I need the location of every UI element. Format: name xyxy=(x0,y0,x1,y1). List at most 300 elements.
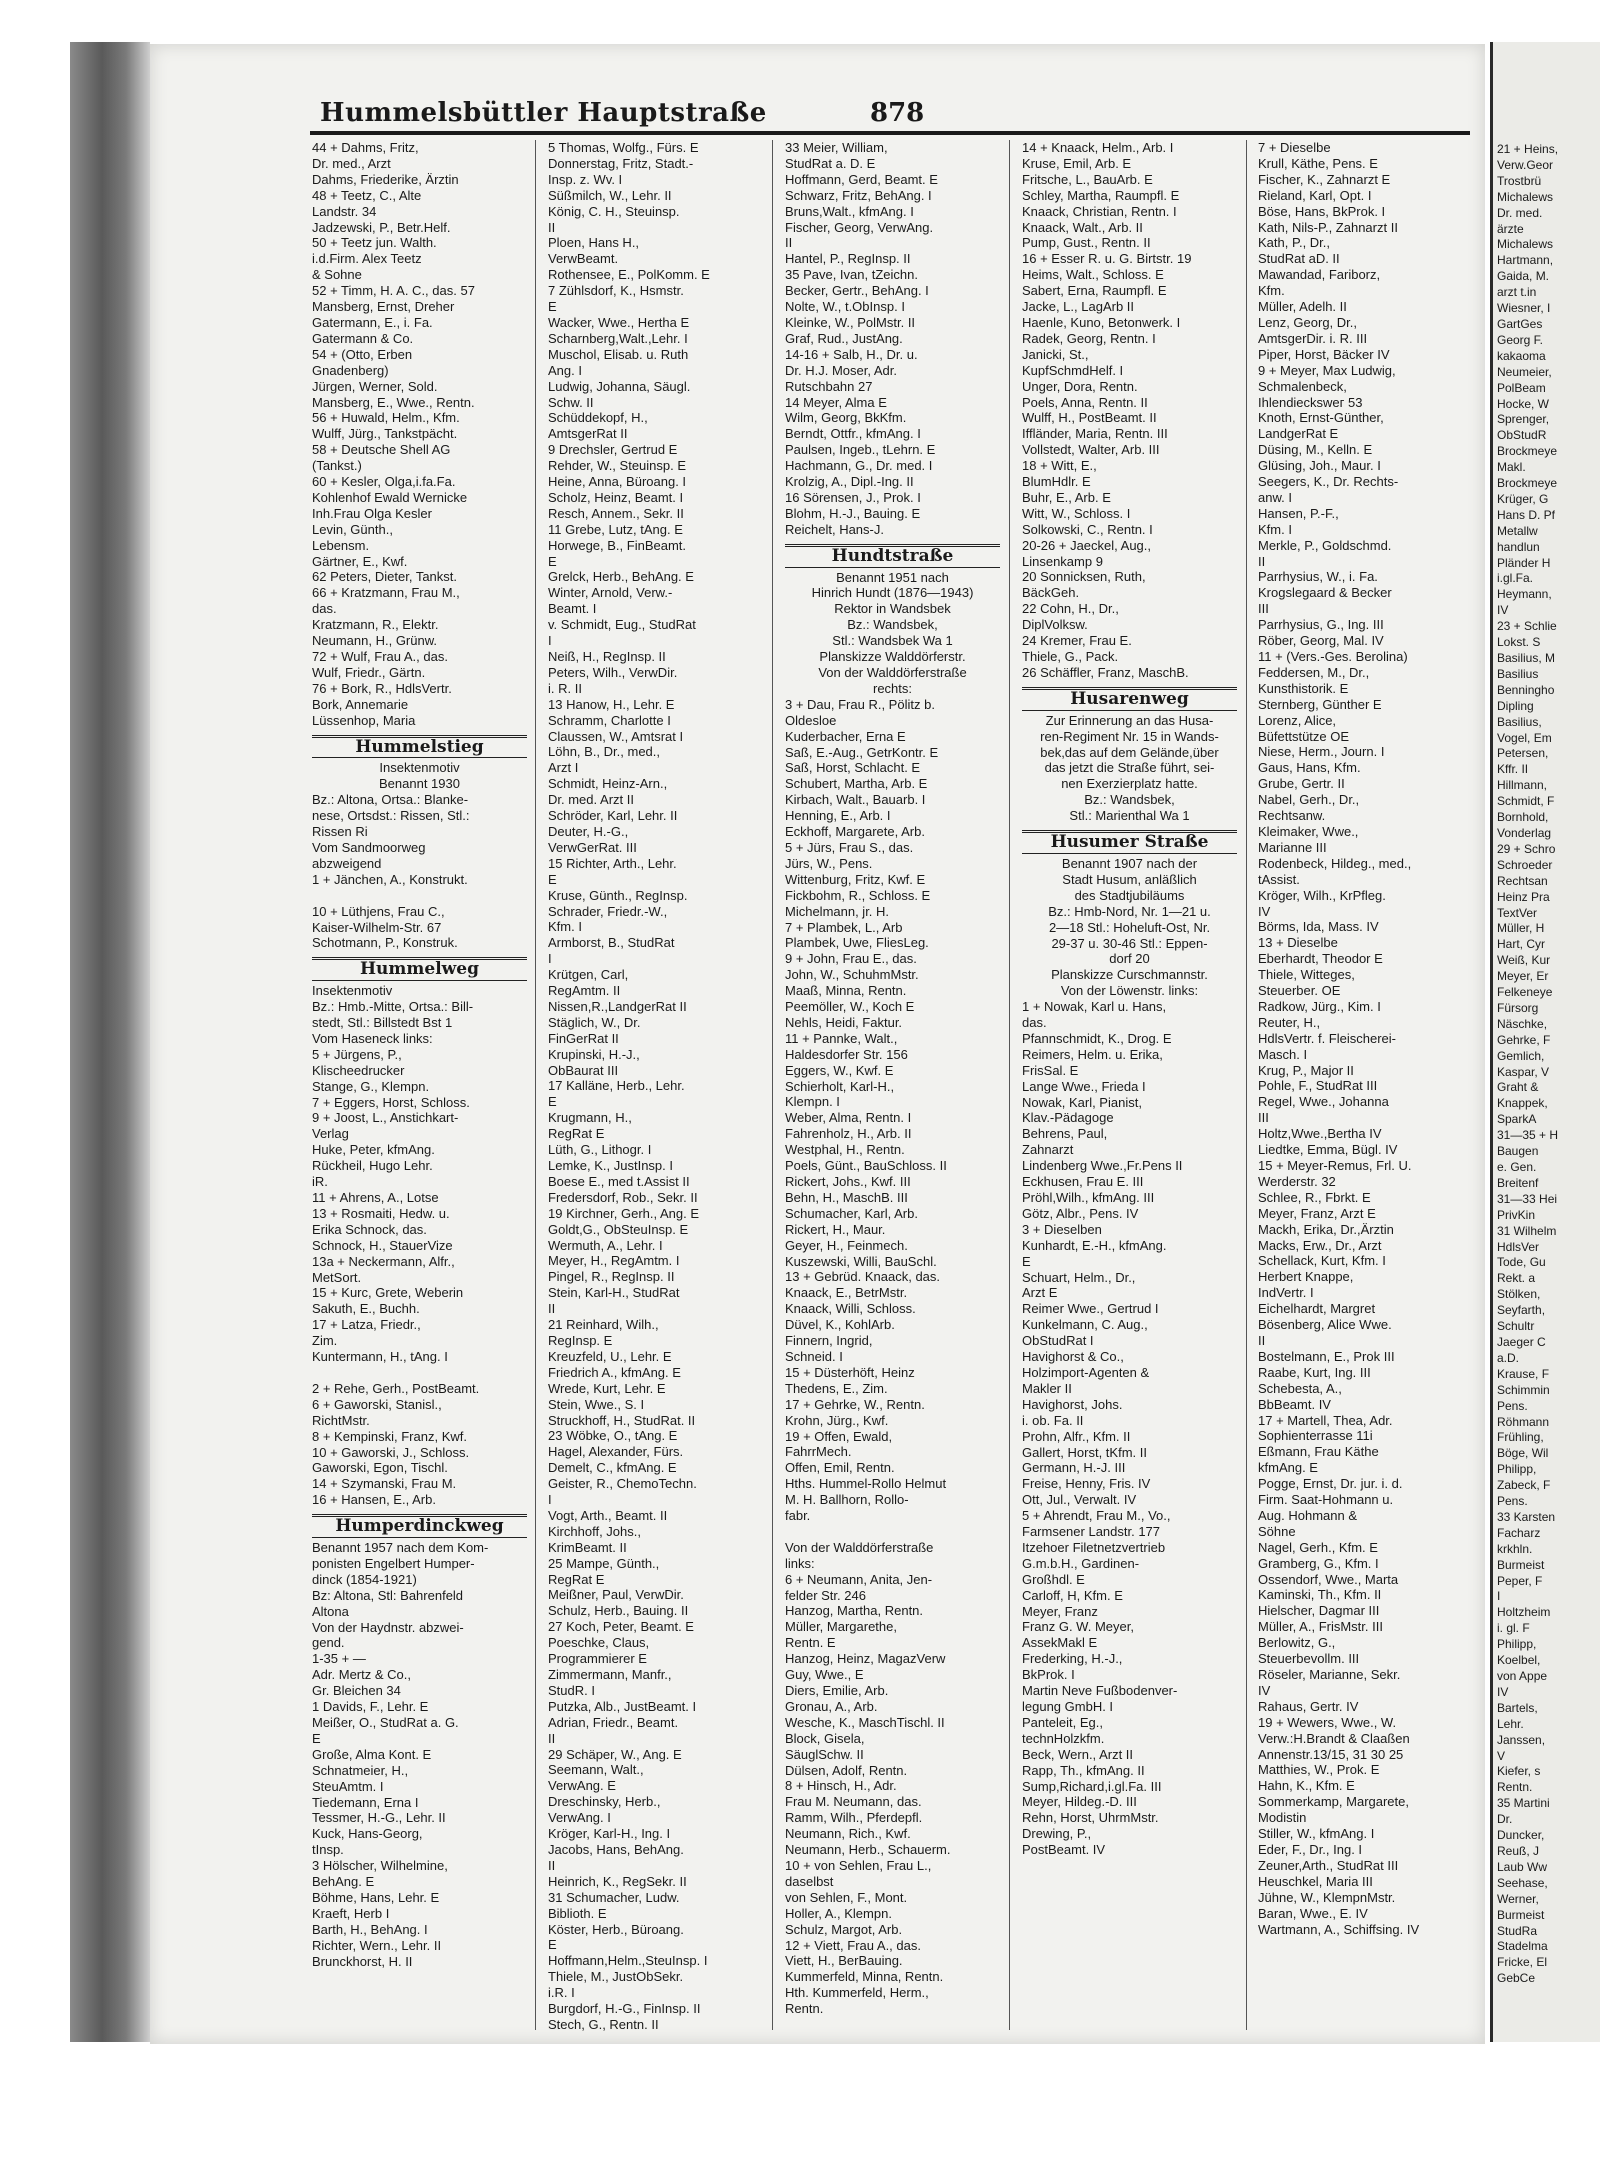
directory-line: Liedtke, Emma, Bügl. IV xyxy=(1258,1142,1398,1158)
directory-line: Schmalenbeck, xyxy=(1258,378,1347,394)
directory-line: IV xyxy=(1258,1682,1271,1698)
directory-line: Baran, Wwe., E. IV xyxy=(1258,1905,1368,1921)
directory-line: E xyxy=(312,1730,321,1746)
directory-line: Schlee, R., Fbrkt. E xyxy=(1258,1189,1371,1205)
directory-line: Von der Walddörferstraße xyxy=(818,665,967,680)
directory-line: Schultr xyxy=(1497,1319,1535,1334)
directory-line: Pfannschmidt, K., Drog. E xyxy=(1022,1030,1172,1046)
directory-line: Werner, xyxy=(1497,1891,1539,1906)
directory-line: Meyer, Franz, Arzt E xyxy=(1258,1205,1376,1221)
directory-line: Ihlendieckswег 53 xyxy=(1258,394,1363,410)
directory-line: 21 + Heins, xyxy=(1497,142,1559,156)
page-title: Hummelsbüttler Hauptstraße xyxy=(320,98,767,128)
directory-line: 35 Martini xyxy=(1497,1796,1550,1811)
directory-line: nen Exerzierplatz hatte. xyxy=(1061,776,1198,792)
directory-line: 11 + (Vers.-Ges. Berolina) xyxy=(1258,649,1408,664)
directory-line: Kath, Nils-P., Zahnarzt II xyxy=(1258,219,1398,235)
directory-line: 33 Karsten xyxy=(1497,1509,1556,1524)
directory-line: dinck (1854-1921) xyxy=(312,1571,417,1587)
directory-line: Götz, Albr., Pens. IV xyxy=(1022,1205,1139,1221)
directory-line: Knaack, E., BetrMstr. xyxy=(785,1285,908,1301)
directory-line: Kuszewski, Willi, BauSchl. xyxy=(785,1253,937,1269)
directory-line: Guy, Wwe., E xyxy=(785,1667,864,1683)
directory-line: Graht & xyxy=(1497,1080,1539,1095)
directory-line: 50 + Teetz jun. Walth. xyxy=(312,235,437,251)
directory-line: 25 Mampe, Günth., xyxy=(548,1555,660,1571)
directory-line: Gramberg, G., Kfm. I xyxy=(1258,1555,1379,1571)
directory-line: Duncker, xyxy=(1497,1828,1545,1843)
directory-line: Sternberg, Günther E xyxy=(1258,696,1382,712)
directory-line: Philipp, xyxy=(1497,1462,1537,1477)
directory-line: Pogge, Ernst, Dr. jur. i. d. xyxy=(1258,1476,1403,1492)
directory-line: 10 + von Sehlen, Frau L., xyxy=(785,1857,932,1873)
directory-line: Neumann, H., Grünw. xyxy=(312,633,437,649)
directory-line: II xyxy=(548,1301,556,1317)
directory-line: Thiele, Witteges, xyxy=(1258,967,1355,983)
directory-line: arzt t.in xyxy=(1497,285,1537,300)
directory-line: Dr. med. xyxy=(1497,205,1543,220)
directory-line: 17 + Martell, Thea, Adr. xyxy=(1258,1412,1393,1428)
directory-line: nese, Ortsdst.: Rissen, Stl.: xyxy=(312,808,470,824)
directory-line: 3 + Dieselben xyxy=(1022,1221,1102,1237)
directory-line: Wilm, Georg, BkKfm. xyxy=(785,410,907,426)
directory-line: 16 + Esser R. u. G. Birtstr. 19 xyxy=(1022,251,1192,267)
directory-line: RegRat E xyxy=(548,1126,605,1142)
directory-line: Zabeck, F xyxy=(1497,1478,1551,1493)
directory-line: Kunhardt, E.-H., kfmAng. xyxy=(1022,1237,1167,1253)
directory-line: Panteleit, Eg., xyxy=(1022,1714,1103,1730)
directory-line: Frederking, H.-J., xyxy=(1022,1651,1123,1667)
directory-line: Schröder, Karl, Lehr. II xyxy=(548,808,678,824)
directory-line: Stl.: Wandsbek Wa 1 xyxy=(832,633,953,649)
directory-line: Ramm, Wilh., Pferdepfl. xyxy=(785,1810,923,1826)
directory-line: Dreschinsky, Herb., xyxy=(548,1794,661,1810)
directory-line: Herbert Knappe, xyxy=(1258,1269,1354,1285)
directory-line: Makler II xyxy=(1022,1380,1072,1396)
entries-block xyxy=(312,140,527,729)
directory-line: Finnern, Ingrid, xyxy=(785,1333,873,1349)
directory-line: Bostelmann, E., Prok III xyxy=(1258,1348,1395,1364)
directory-line: Großhdl. E xyxy=(1022,1571,1085,1587)
directory-line: Hths. Hummel-Rollo Helmut xyxy=(785,1476,947,1492)
directory-line: Hth. Kummerfeld, Herm., xyxy=(785,1985,929,2001)
column-5 xyxy=(1258,140,1473,1937)
directory-line: fabr. xyxy=(785,1508,811,1524)
directory-line: 15 Richter, Arth., Lehr. xyxy=(548,855,677,871)
directory-line: ObBaurat III xyxy=(548,1062,619,1078)
directory-line: Lange Wwe., Frieda I xyxy=(1022,1078,1146,1094)
directory-line: Annenstr.13/15, 31 30 25 xyxy=(1258,1746,1404,1762)
directory-line: 29 Schäper, W., Ang. E xyxy=(548,1746,682,1762)
directory-line: Kratzmann, R., Elektr. xyxy=(312,617,439,633)
directory-line: Niese, Herm., Journ. I xyxy=(1258,744,1385,760)
directory-line: Rapp, Th., kfmAng. II xyxy=(1022,1762,1145,1778)
directory-line: Zur Erinnerung an das Husa- xyxy=(1045,712,1214,728)
directory-line: Michalews xyxy=(1497,189,1554,204)
directory-line: Makl. xyxy=(1497,460,1526,475)
column-1 xyxy=(312,140,527,1970)
directory-line: ren-Regiment Nr. 15 in Wands- xyxy=(1040,728,1219,744)
directory-line: Hartmann, xyxy=(1497,253,1554,268)
directory-line: RegInsp. E xyxy=(548,1332,613,1348)
directory-line: 11 Grebe, Lutz, tAng. E xyxy=(548,521,683,537)
directory-line: Hachmann, G., Dr. med. I xyxy=(785,458,933,474)
directory-line: 9 + John, Frau E., das. xyxy=(785,951,917,967)
directory-line: Böse, Hans, BkProk. I xyxy=(1258,203,1386,219)
directory-line: 44 + Dahms, Fritz, xyxy=(312,140,419,155)
directory-line: Weber, Alma, Rentn. I xyxy=(785,1110,912,1126)
directory-line: Gärtner, E., Kwf. xyxy=(312,553,408,569)
directory-line: Maaß, Minna, Rentn. xyxy=(785,983,907,999)
directory-line: Eberhardt, Theodor E xyxy=(1258,951,1383,967)
directory-line: Heinrich, K., RegSekr. II xyxy=(548,1873,687,1889)
directory-line: Kröger, Wilh., KrPfleg. xyxy=(1258,887,1386,903)
directory-line: Regel, Wwe., Johanna xyxy=(1258,1094,1389,1110)
directory-line: Sabert, Erna, Raumpfl. E xyxy=(1022,283,1167,299)
directory-line: rechts: xyxy=(872,680,912,696)
directory-line: 18 + Witt, E., xyxy=(1022,458,1097,474)
directory-line: Rekt. a xyxy=(1497,1271,1536,1286)
directory-line: 13a + Neckermann, Alfr., xyxy=(312,1253,455,1269)
directory-line: Poels, Günt., BauSchloss. II xyxy=(785,1158,947,1174)
directory-line: Stl.: Marienthal Wa 1 xyxy=(1069,808,1190,824)
directory-line: Steuerber. OE xyxy=(1258,983,1341,999)
directory-line: Saß, Horst, Schlacht. E xyxy=(785,760,921,776)
directory-line: Röber, Georg, Mal. IV xyxy=(1258,633,1384,649)
directory-line: Plambek, Uwe, FliesLeg. xyxy=(785,935,929,951)
directory-line: Fahrenholz, H., Arb. II xyxy=(785,1126,912,1142)
directory-line: Breitenf xyxy=(1497,1175,1539,1190)
directory-line: Janssen, xyxy=(1497,1732,1546,1747)
directory-line: Sump,Richard,i.gl.Fa. III xyxy=(1022,1778,1162,1794)
directory-line: Wartmann, A., Schiffsing. IV xyxy=(1258,1921,1420,1937)
directory-line: i. ob. Fa. II xyxy=(1022,1412,1084,1428)
directory-line: Schmidt, Heinz-Arn., xyxy=(548,776,668,792)
directory-line: FahrrMech. xyxy=(785,1444,852,1460)
directory-line: Lindenberg Wwe.,Fr.Pens II xyxy=(1022,1158,1183,1174)
directory-line: Reichelt, Hans-J. xyxy=(785,521,884,537)
directory-line: Boese E., med t.Assist II xyxy=(548,1173,690,1189)
directory-line: Kirchhoff, Johs., xyxy=(548,1523,641,1539)
directory-line: Röseler, Marianne, Sekr. xyxy=(1258,1667,1401,1682)
directory-line: Tode, Gu xyxy=(1497,1255,1546,1270)
directory-line: Böge, Wil xyxy=(1497,1446,1549,1461)
directory-line: Pens. xyxy=(1497,1494,1528,1509)
directory-line: Köster, Herb., Büroang. xyxy=(548,1921,684,1937)
directory-line: Stange, G., Klempn. xyxy=(312,1078,430,1094)
directory-line: technHolzkfm. xyxy=(1022,1730,1105,1746)
directory-line: 14 + Knaack, Helm., Arb. I xyxy=(1022,140,1174,155)
directory-line: Iffländer, Maria, Rentn. III xyxy=(1022,426,1168,442)
directory-line: Rothensee, E., PolKomm. E xyxy=(548,267,710,283)
directory-line: Hielscher, Dagmar III xyxy=(1258,1603,1380,1619)
directory-line: Offen, Emil, Rentn. xyxy=(785,1460,895,1476)
directory-line: kfmAng. E xyxy=(1258,1460,1318,1476)
directory-line: Verw.Geor xyxy=(1497,157,1554,172)
directory-line: Havighorst & Co., xyxy=(1022,1349,1124,1365)
directory-line: M. H. Ballhorn, Rollo- xyxy=(785,1492,909,1508)
directory-line: Sprenger, xyxy=(1497,412,1550,427)
directory-line: Eder, F., Dr., Ing. I xyxy=(1258,1841,1363,1857)
directory-line: Knappek, xyxy=(1497,1096,1548,1111)
street-heading: Husarenweg xyxy=(1022,687,1237,711)
directory-line: Pohle, F., StudRat III xyxy=(1258,1078,1378,1094)
directory-line: Kleinke, W., PolMstr. II xyxy=(785,314,916,330)
directory-line: Koelbel, xyxy=(1497,1653,1541,1668)
directory-line: Rickert, H., Maur. xyxy=(785,1221,886,1237)
directory-line: Reuter, H., xyxy=(1258,1014,1321,1030)
entries-block xyxy=(312,792,527,951)
directory-line: 7 Zühlsdorf, K., Hsmstr. xyxy=(548,283,684,299)
directory-line: 31—35 + H xyxy=(1497,1128,1559,1143)
directory-line: StudRat aD. II xyxy=(1258,251,1340,267)
directory-line: BkProk. I xyxy=(1022,1667,1075,1683)
directory-line: Stiller, W., kfmAng. I xyxy=(1258,1826,1375,1842)
directory-line: e. Gen. xyxy=(1497,1160,1537,1174)
directory-line: Thiele, G., Pack. xyxy=(1022,649,1119,664)
directory-line: Gehrke, F xyxy=(1497,1032,1551,1047)
directory-line: Holtzheim xyxy=(1497,1605,1551,1620)
directory-line: Nehls, Heidi, Faktur. xyxy=(785,1014,903,1030)
directory-line: 56 + Huwald, Helm., Kfm. xyxy=(312,410,460,426)
directory-line: Baugen xyxy=(1497,1144,1539,1159)
directory-line: Bz.: Hmb.-Mitte, Ortsa.: Bill- xyxy=(312,999,474,1015)
directory-line: II xyxy=(1258,1332,1266,1348)
directory-line: Feddersen, M., Dr., xyxy=(1258,664,1370,680)
directory-line: 9 + Meyer, Max Ludwig, xyxy=(1258,362,1396,378)
directory-line: 29-37 u. 30-46 Stl.: Eppen- xyxy=(1051,935,1208,951)
next-page-edge xyxy=(1490,42,1600,2042)
directory-line: Kfm. xyxy=(1258,283,1285,299)
directory-line: Masch. I xyxy=(1258,1046,1308,1062)
directory-line: Kummerfeld, Minna, Rentn. xyxy=(785,1969,944,1985)
directory-line: Von der Haydnstr. abzwei- xyxy=(312,1619,464,1635)
directory-line: Kaminski, Th., Kfm. II xyxy=(1258,1587,1382,1603)
directory-line: Jaeger C xyxy=(1497,1334,1546,1349)
directory-line: 33 Meier, William, xyxy=(785,140,888,155)
directory-line: 6 + Gaworski, Stanisl., xyxy=(312,1396,442,1412)
directory-line: Insektenmotiv xyxy=(379,760,460,776)
directory-line: Seyfarth, xyxy=(1497,1303,1546,1318)
directory-line: Michelmann, jr. H. xyxy=(785,903,890,919)
directory-line: Basilius, M xyxy=(1497,651,1556,665)
directory-line: Von der Walddörferstraße xyxy=(785,1539,934,1555)
directory-line: Armborst, B., StudRat xyxy=(548,935,675,951)
directory-line: Scholz, Heinz, Beamt. I xyxy=(548,489,684,505)
directory-line: ObStudR xyxy=(1497,428,1547,443)
directory-line: IV xyxy=(1258,903,1271,919)
directory-line: 7 + Eggers, Horst, Schloss. xyxy=(312,1094,470,1110)
directory-line: Rektor in Wandsbek xyxy=(834,601,951,617)
directory-line: 19 + Offen, Ewald, xyxy=(785,1428,893,1444)
directory-line: Jadzewski, P., Betr.Helf. xyxy=(312,219,451,235)
directory-line: Zimmermann, Manfr., xyxy=(548,1667,672,1682)
directory-line: Zeuner,Arth., StudRat III xyxy=(1258,1857,1399,1873)
directory-line: Pröhl,Wilh., kfmAng. III xyxy=(1022,1190,1155,1205)
directory-line: Scharnberg,Walt.,Lehr. I xyxy=(548,330,688,346)
directory-line: Sakuth, E., Buchh. xyxy=(312,1301,420,1317)
directory-line: Neiß, H., RegInsp. II xyxy=(548,649,666,664)
directory-line: 31 Wilhelm xyxy=(1497,1223,1557,1238)
directory-line: Becker, Gertr., BehAng. I xyxy=(785,283,929,299)
directory-line: Heuschkel, Maria III xyxy=(1258,1873,1373,1889)
directory-line: Kuck, Hans-Georg, xyxy=(312,1826,423,1842)
directory-line: Dr. med., Arzt xyxy=(312,155,391,171)
directory-line: Sophienterrasse 11i xyxy=(1258,1428,1373,1444)
directory-line: Kirbach, Walt., Bauarb. I xyxy=(785,792,926,808)
directory-line: Seegers, K., Dr. Rechts- xyxy=(1258,474,1399,490)
directory-line: i. gl. F xyxy=(1497,1621,1530,1636)
directory-line: Donnerstag, Fritz, Stadt.- xyxy=(548,155,694,171)
directory-line: Rickert, Johs., Kwf. III xyxy=(785,1174,911,1189)
directory-line: Vom Sandmoorweg xyxy=(312,839,426,855)
directory-line: Fischer, Georg, VerwAng. xyxy=(785,219,934,235)
directory-line: 31—33 Hei xyxy=(1497,1191,1558,1206)
directory-line: Hart, Cyr xyxy=(1497,937,1545,952)
directory-line: Farmsener Landstr. 177 xyxy=(1022,1524,1161,1540)
directory-line: Blohm, H.-J., Bauing. E xyxy=(785,505,921,521)
directory-line: Jürgen, Werner, Sold. xyxy=(312,378,438,394)
directory-line: Krause, F xyxy=(1497,1366,1550,1381)
directory-line: Metallw xyxy=(1497,523,1538,538)
directory-line: Heims, Walt., Schloss. E xyxy=(1022,267,1164,283)
directory-line: Krogslegaard & Becker xyxy=(1258,585,1392,601)
column-3 xyxy=(785,140,1000,2017)
directory-line: Lorenz, Alice, xyxy=(1258,712,1337,728)
directory-line: Mawandad, Fariborz, xyxy=(1258,267,1381,283)
directory-line: Dr. H.J. Moser, Adr. xyxy=(785,362,897,378)
street-heading: Husumer Straße xyxy=(1022,830,1237,854)
directory-line: GebCe xyxy=(1497,1971,1536,1986)
directory-line: 17 Kalläne, Herb., Lehr. xyxy=(548,1078,685,1094)
directory-line: 19 + Wewers, Wwe., W. xyxy=(1258,1714,1397,1730)
directory-line: Reimers, Helm. u. Erika, xyxy=(1022,1046,1163,1062)
directory-line: GartGes xyxy=(1497,316,1543,331)
directory-line: Kaiser-Wilhelm-Str. 67 xyxy=(312,919,442,935)
page-number: 878 xyxy=(870,98,925,128)
directory-line: Germann, H.-J. III xyxy=(1022,1460,1126,1476)
directory-line: Demelt, C., kfmAng. E xyxy=(548,1460,677,1476)
directory-line: Burmeist xyxy=(1497,1907,1545,1922)
directory-line: Hanzog, Martha, Rentn. xyxy=(785,1603,924,1619)
directory-line: Georg F. xyxy=(1497,332,1544,347)
directory-line: PostBeamt. IV xyxy=(1022,1842,1106,1858)
directory-line: StudRa xyxy=(1497,1923,1538,1938)
directory-line: 16 + Hansen, E., Arb. xyxy=(312,1492,436,1508)
directory-line: Bösenberg, Alice Wwe. xyxy=(1258,1317,1392,1333)
directory-line: 13 + Rosmaiti, Hedw. u. xyxy=(312,1205,450,1221)
directory-line: IV xyxy=(1497,603,1509,618)
directory-line: 9 Drechsler, Gertrud E xyxy=(548,442,678,458)
directory-line: Laub Ww xyxy=(1497,1859,1548,1874)
directory-line: Burgdorf, H.-G., FinInsp. II xyxy=(548,2001,701,2017)
directory-line: Berlowitz, G., xyxy=(1258,1635,1336,1651)
directory-line: Schierholt, Karl-H., xyxy=(785,1078,895,1094)
directory-line: AssekMakl E xyxy=(1022,1635,1098,1651)
directory-line: Schotmann, P., Konstruk. xyxy=(312,935,458,951)
directory-line: Petersen, xyxy=(1497,746,1549,761)
directory-line: Rieland, Karl, Opt. I xyxy=(1258,187,1372,203)
directory-line: Schnock, H., StauerVize xyxy=(312,1237,453,1253)
directory-line: Büfettstütze OE xyxy=(1258,728,1350,744)
entries-block xyxy=(1022,999,1237,1858)
directory-line: RichtMstr. xyxy=(312,1412,370,1428)
directory-line: Krull, Käthe, Pens. E xyxy=(1258,155,1378,171)
directory-line: Modistin xyxy=(1258,1810,1307,1826)
directory-line: Börms, Ida, Mass. IV xyxy=(1258,919,1379,935)
directory-line: Gemlich, xyxy=(1497,1048,1545,1063)
directory-line: 14 + Szymanski, Frau M. xyxy=(312,1476,457,1492)
directory-line: 10 + Gaworski, J., Schloss. xyxy=(312,1444,470,1460)
directory-line: Tessmer, H.-G., Lehr. II xyxy=(312,1810,446,1826)
directory-line: Berndt, Ottfr., kfmAng. I xyxy=(785,426,921,442)
directory-line: AmtsgerDir. i. R. III xyxy=(1258,330,1368,346)
directory-line: Wulff, Jürg., Tankstpächt. xyxy=(312,426,458,442)
directory-line: 27 Koch, Peter, Beamt. E xyxy=(548,1619,694,1635)
directory-line: Oldesloe xyxy=(785,712,837,728)
directory-line: StudRat a. D. E xyxy=(785,155,876,171)
directory-line: Gallert, Horst, tKfm. II xyxy=(1022,1444,1147,1460)
directory-line: Müller, A., FrisMstr. III xyxy=(1258,1619,1383,1635)
directory-line: StudR. I xyxy=(548,1682,595,1698)
street-info xyxy=(312,760,527,792)
directory-line: gend. xyxy=(312,1635,345,1651)
directory-line: 7 + Dieselbe xyxy=(1258,140,1331,155)
directory-line: Ludwig, Johanna, Säugl. xyxy=(548,378,691,394)
column-4 xyxy=(1022,140,1237,1858)
directory-line: von Sehlen, F., Mont. xyxy=(785,1889,908,1905)
directory-line: Näschke, xyxy=(1497,1016,1548,1031)
directory-line: Beamt. I xyxy=(548,601,597,617)
directory-line: Linsenkamp 9 xyxy=(1022,553,1103,569)
directory-line: 17 + Gehrke, W., Rentn. xyxy=(785,1396,925,1412)
directory-line: & Sohne xyxy=(312,267,362,283)
directory-line: Freise, Henny, Fris. IV xyxy=(1022,1476,1151,1492)
directory-line: Goldt,G., ObSteuInsp. E xyxy=(548,1221,689,1237)
directory-line: Bz.: Hmb-Nord, Nr. 1—21 u. xyxy=(1048,903,1211,919)
directory-line: links: xyxy=(785,1555,815,1571)
directory-line: Frühling, xyxy=(1497,1430,1544,1445)
directory-line: Deuter, H.-G., xyxy=(548,823,629,839)
directory-line: ärzte xyxy=(1497,221,1524,236)
directory-line: G.m.b.H., Gardinen- xyxy=(1022,1555,1140,1571)
entries-block xyxy=(548,140,763,2033)
street-heading: Hummelweg xyxy=(312,957,527,981)
directory-line: Schulz, Margot, Arb. xyxy=(785,1921,903,1937)
directory-line: 1 + Jänchen, A., Konstrukt. xyxy=(312,871,468,887)
directory-line: Lüssenhop, Maria xyxy=(312,712,416,728)
directory-line: (Tankst.) xyxy=(312,458,362,474)
directory-line: Krug, P., Major II xyxy=(1258,1062,1354,1078)
directory-line: Vom Haseneck links: xyxy=(312,1030,433,1046)
directory-line: Viett, H., BerBauing. xyxy=(785,1953,903,1969)
street-info xyxy=(785,570,1000,697)
directory-line: Schw. II xyxy=(548,394,594,410)
directory-line: 62 Peters, Dieter, Tankst. xyxy=(312,569,457,585)
entries-block xyxy=(1022,140,1237,681)
directory-line: III xyxy=(1258,601,1269,617)
directory-line: Aug. Hohmann & xyxy=(1258,1507,1358,1523)
directory-line: Knoth, Ernst-Günther, xyxy=(1258,410,1384,426)
directory-line: Peemöller, W., Koch E xyxy=(785,999,915,1015)
directory-line: bek,das auf dem Gelände,über xyxy=(1040,744,1219,760)
directory-line: 6 + Neumann, Anita, Jen- xyxy=(785,1571,933,1587)
directory-line: 14-16 + Salb, H., Dr. u. xyxy=(785,346,918,362)
directory-line: Rentn. xyxy=(1497,1780,1533,1795)
directory-line: Gr. Bleichen 34 xyxy=(312,1683,401,1699)
directory-line: 1 Davids, F., Lehr. E xyxy=(312,1699,429,1715)
directory-line: Rahaus, Gertr. IV xyxy=(1258,1698,1359,1714)
